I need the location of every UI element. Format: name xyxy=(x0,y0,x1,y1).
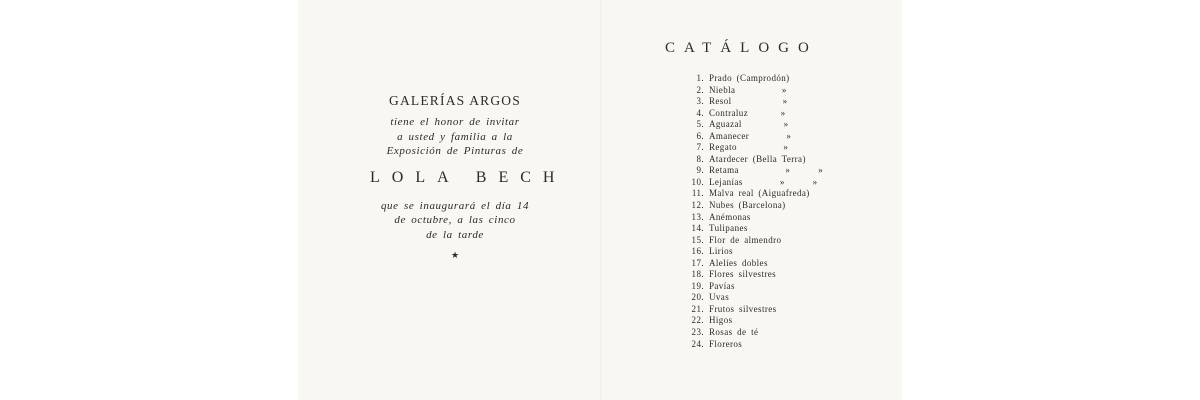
catalog-item-title: Lejanías » » xyxy=(709,176,818,187)
catalog-item-title: Contraluz » xyxy=(709,107,786,118)
catalog-item xyxy=(684,315,823,327)
catalog-item-number: 24. xyxy=(691,338,704,349)
catalog-item-title: Amanecer » xyxy=(709,130,792,141)
opening-line: de octubre, a las cinco xyxy=(394,214,516,226)
invitation-panel xyxy=(360,93,567,261)
catalog-item-title: Tulipanes xyxy=(709,223,748,234)
catalog-item-title: Lirios xyxy=(709,246,733,257)
opening-line: de la tarde xyxy=(426,228,484,241)
catalog-item xyxy=(684,188,823,200)
catalog-item xyxy=(684,304,823,316)
catalog-item-number: 9. xyxy=(696,165,704,176)
catalog-item-title: Atardecer (Bella Terra) xyxy=(709,153,806,164)
catalog-item-title: Prado (Camprodón) xyxy=(709,73,790,83)
catalog-item-number: 8. xyxy=(696,153,704,164)
catalog-item-number: 12. xyxy=(691,200,704,211)
catalog-item xyxy=(684,165,823,177)
page-fold xyxy=(600,0,602,400)
catalog-item xyxy=(684,108,823,120)
invitation-line: tiene el honor de invitar xyxy=(390,116,520,128)
catalog-item-number: 23. xyxy=(691,327,704,338)
catalog-item-number: 20. xyxy=(691,292,704,303)
catalog-item xyxy=(684,131,823,143)
catalog-item xyxy=(684,339,823,351)
star-ornament-icon: ★ xyxy=(450,251,460,261)
catalog-item-number: 15. xyxy=(691,234,704,245)
catalog-item-number: 16. xyxy=(691,246,704,257)
catalog-item-number: 4. xyxy=(696,107,704,118)
opening-line: que se inaugurará el día 14 xyxy=(380,199,530,212)
catalog-item xyxy=(684,269,823,281)
catalog-item xyxy=(684,200,823,212)
catalog-item-number: 22. xyxy=(691,315,704,326)
artist-name: LOLA BECH xyxy=(370,168,567,186)
catalog-item-title: Flores silvestres xyxy=(709,269,777,280)
catalog-item-title: Resol » xyxy=(709,96,788,107)
catalog-item xyxy=(684,246,823,258)
catalog-item-title: Alelíes dobles xyxy=(709,257,768,268)
catalog-item xyxy=(684,281,823,293)
catalog-item xyxy=(684,142,823,154)
catalog-item-number: 2. xyxy=(696,84,704,95)
catalog-item-number: 17. xyxy=(691,257,704,268)
catalog-item-number: 13. xyxy=(691,211,704,222)
catalog-item-title: Rosas de té xyxy=(709,327,759,338)
catalog-item-number: 14. xyxy=(691,223,704,234)
catalog-item-title: Floreros xyxy=(709,338,743,349)
catalog-item-number: 7. xyxy=(696,142,704,153)
catalog-item-title: Aguazal » xyxy=(709,119,789,130)
invitation-line: Exposición de Pinturas de xyxy=(386,145,524,157)
catalog-item-title: Retama » » xyxy=(709,165,824,176)
catalog-item-number: 1. xyxy=(696,73,704,83)
catalog-item-number: 5. xyxy=(696,119,704,130)
catalog-item-title: Anémonas xyxy=(709,211,751,222)
catalog-item-title: Pavías xyxy=(709,280,735,291)
catalog-title: CATÁLOGO xyxy=(665,40,818,56)
catalog-item xyxy=(684,96,823,108)
catalog-item-title: Niebla » xyxy=(709,84,787,95)
catalog-item-title: Regato » xyxy=(709,142,789,153)
catalog-item-number: 18. xyxy=(691,269,704,280)
catalog-item xyxy=(684,292,823,304)
catalog-item-title: Flor de almendro xyxy=(709,234,782,245)
catalog-item xyxy=(684,235,823,247)
catalog-item xyxy=(684,119,823,131)
catalog-item xyxy=(684,223,823,235)
catalog-item xyxy=(684,85,823,97)
gallery-name: GALERÍAS ARGOS xyxy=(389,93,521,108)
invitation-line: a usted y familia a la xyxy=(397,130,513,143)
catalog-item-title: Malva real (Aiguafreda) xyxy=(709,188,810,199)
catalog-item-title: Frutos silvestres xyxy=(709,303,777,314)
catalog-item xyxy=(684,212,823,224)
catalog-item-number: 6. xyxy=(696,130,704,141)
catalog-item xyxy=(684,177,823,189)
catalog-list xyxy=(684,73,823,350)
catalog-item xyxy=(684,73,823,85)
catalog-item-number: 3. xyxy=(696,96,704,107)
catalog-item-title: Nubes (Barcelona) xyxy=(709,200,786,211)
catalog-item xyxy=(684,258,823,270)
catalog-item-number: 21. xyxy=(691,303,704,314)
catalog-item xyxy=(684,327,823,339)
catalog-item-number: 19. xyxy=(691,280,704,291)
catalog-item xyxy=(684,154,823,166)
catalog-item-number: 10. xyxy=(691,176,704,187)
catalog-item-number: 11. xyxy=(691,188,704,199)
catalog-item-title: Uvas xyxy=(709,292,730,303)
catalog-item-title: Higos xyxy=(709,315,733,326)
